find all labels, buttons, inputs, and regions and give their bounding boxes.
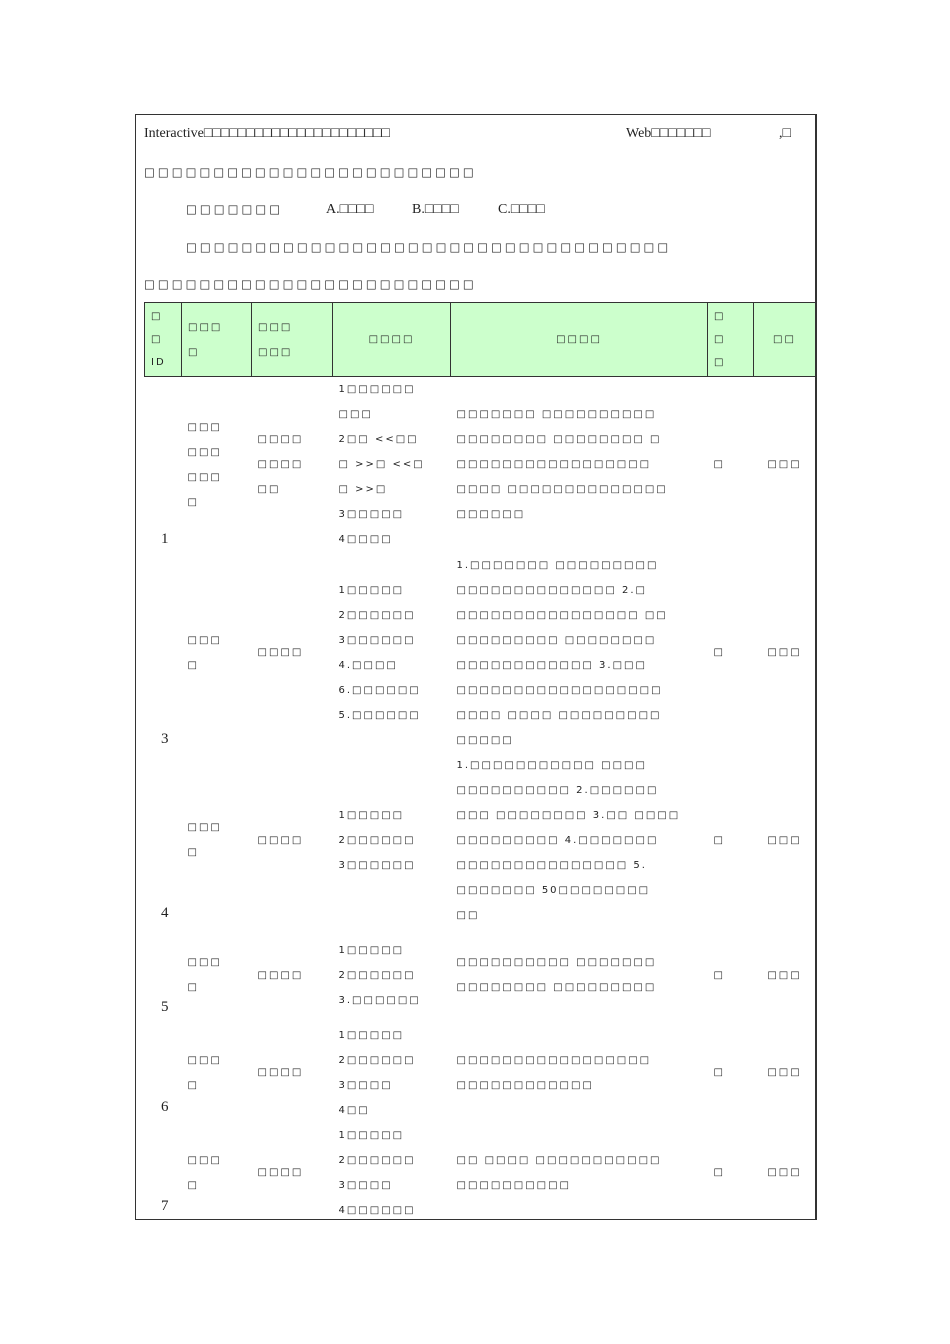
- intro-line-2: □□□□□□□□□□□□□□□□□□□□□□□□: [144, 165, 477, 179]
- table-row: [145, 928, 816, 1023]
- row-6-col-7: □□□: [767, 1067, 802, 1078]
- row-1-col-6: □: [713, 459, 725, 471]
- row-id-1: 1: [161, 531, 169, 547]
- row-id-3: 3: [161, 731, 169, 747]
- row-4-steps: 1□□□□□ 2□□□□□□ 3□□□□□□: [338, 809, 416, 871]
- intro-option-b: B.□□□□: [412, 202, 459, 217]
- header-col-2: □□□ □: [182, 303, 252, 377]
- row-7-col-6: □: [713, 1167, 725, 1178]
- row-3-col-2: □□□ □: [187, 634, 222, 671]
- row-3-col-3: □□□□: [257, 647, 304, 658]
- row-7-col-7: □□□: [767, 1167, 802, 1178]
- intro-line-1-right: ,□: [779, 126, 791, 141]
- table-row: [145, 377, 816, 553]
- header-col-4: □□□□: [333, 303, 451, 377]
- intro-option-a: A.□□□□: [326, 202, 374, 217]
- row-5-col-7: □□□: [767, 969, 802, 981]
- row-6-expected: □□□□□□□□□□□□□□□□□ □□□□□□□□□□□□: [456, 1054, 652, 1091]
- row-4-col-2: □□□ □: [187, 822, 222, 858]
- row-4-col-7: □□□: [767, 834, 802, 846]
- header-col-6: □ □ □: [708, 303, 754, 377]
- row-3-col-7: □□□: [767, 647, 802, 658]
- intro-line-5: □□□□□□□□□□□□□□□□□□□□□□□□: [144, 277, 477, 291]
- table-header-row: [145, 303, 816, 377]
- row-5-expected: □□□□□□□□□□ □□□□□□□ □□□□□□□□ □□□□□□□□□: [456, 957, 657, 993]
- row-1-col-2: □□□ □□□ □□□ □: [187, 421, 222, 508]
- row-1-expected: □□□□□□□ □□□□□□□□□□ □□□□□□□□ □□□□□□□□ □ □□□□□□□□□□□□□□□□□ □□□□ □□□□□□□□□□□□□□ □□□□□□: [456, 409, 668, 521]
- row-7-col-3: □□□□: [257, 1167, 304, 1178]
- row-id-5: 5: [161, 999, 169, 1015]
- row-3-expected: 1.□□□□□□□ □□□□□□□□□ □□□□□□□□□□□□□□ 2.□ □□□□□□□□□□□□□□□□ □□ □□□□□□□□□ □□□□□□□□ □□□□□□□□□□□□ 3.□□□ □□□□□□□□□□□□□□□□□□ □□□□ □□□□ □□□□□□□□□ □□□□□: [456, 559, 668, 746]
- row-7-steps: 1□□□□□ 2□□□□□□ 3□□□□ 4□□□□□□: [338, 1129, 416, 1216]
- row-3-steps: 1□□□□□ 2□□□□□□ 3□□□□□□ 4.□□□□ 6.□□□□□□ 5.□□□□□□: [338, 584, 421, 721]
- intro-line-1-end: [779, 126, 791, 142]
- row-id-6: 6: [161, 1099, 169, 1115]
- row-5-col-6: □: [713, 969, 725, 981]
- row-4-col-3: □□□□: [257, 834, 304, 846]
- intro-line-1-web: [626, 126, 711, 142]
- header-col-5: □□□□: [451, 303, 708, 377]
- row-7-expected: □□ □□□□ □□□□□□□□□□□ □□□□□□□□□□: [456, 1154, 662, 1191]
- intro-line-1-left: Interactive□□□□□□□□□□□□□□□□□□□□□□: [144, 126, 390, 141]
- row-id-4: 4: [161, 905, 169, 921]
- table-row: [145, 1023, 816, 1123]
- row-6-col-6: □: [713, 1067, 725, 1078]
- table-row: [145, 1123, 816, 1223]
- intro-line-1-mid: Web□□□□□□□: [626, 126, 711, 141]
- table-row: [145, 553, 816, 753]
- row-5-steps: 1□□□□□ 2□□□□□□ 3.□□□□□□: [338, 944, 421, 1006]
- intro-option-c: C.□□□□: [498, 202, 545, 217]
- header-col-7: □□: [754, 303, 816, 377]
- intro-line-3-label: □□□□□□□: [186, 202, 284, 216]
- row-6-steps: 1□□□□□ 2□□□□□□ 3□□□□ 4□□: [338, 1029, 416, 1116]
- row-7-col-2: □□□ □: [187, 1154, 222, 1191]
- row-1-col-3: □□□□ □□□□ □□: [257, 434, 304, 496]
- row-1-steps: 1□□□□□□ □□□ 2□□ <<□□ □ >>□ <<□ □ >>□ 3□□□□□ 4□□□□: [338, 384, 425, 546]
- intro-line-4: □□□□□□□□□□□□□□□□□□□□□□□□□□□□□□□□□□□: [186, 240, 672, 254]
- table-row: [145, 753, 816, 928]
- row-6-col-2: □□□ □: [187, 1054, 222, 1091]
- row-1-col-7: □□□: [767, 459, 802, 471]
- row-id-7: 7: [161, 1198, 169, 1214]
- row-5-col-2: □□□ □: [187, 957, 222, 993]
- row-6-col-3: □□□□: [257, 1067, 304, 1078]
- row-4-expected: 1.□□□□□□□□□□□ □□□□ □□□□□□□□□□ 2.□□□□□□ □□□ □□□□□□□□ 3.□□ □□□□ □□□□□□□□□ 4.□□□□□□□ □□□□□□□□□□□□□□□ 5. □□□□□□□ 50□□□□□□□□ □□: [456, 759, 681, 921]
- header-col-3: □□□ □□□: [252, 303, 333, 377]
- intro-line-1: [144, 126, 390, 142]
- test-case-table: [144, 302, 816, 1223]
- row-4-col-6: □: [713, 834, 725, 846]
- row-3-col-6: □: [713, 647, 725, 658]
- row-5-col-3: □□□□: [257, 969, 304, 981]
- header-id: □ □ ID: [145, 303, 182, 377]
